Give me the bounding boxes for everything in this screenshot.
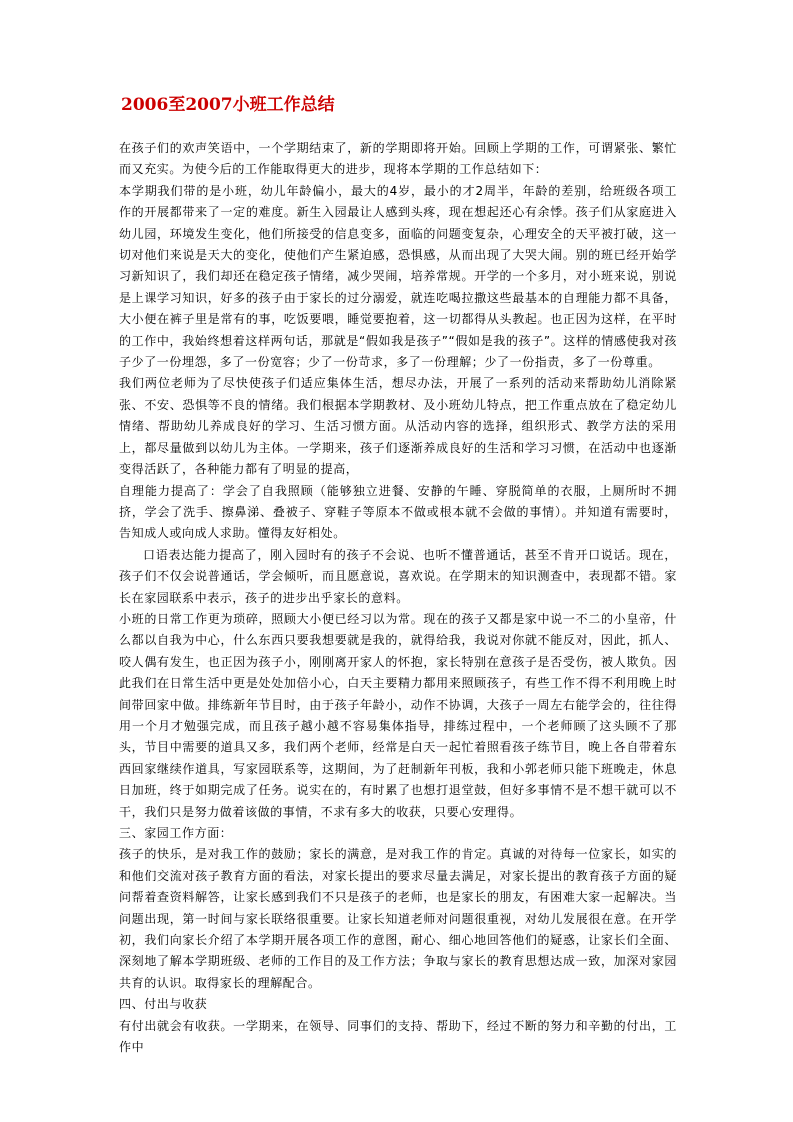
paragraph-home-school: 孩子的快乐，是对我工作的鼓励；家长的满意，是对我工作的肯定。真诚的对待每一位家长，如实的和他们交流对孩子教育方面的看法，对家长提出的要求尽量去满足，对家长提出的教育孩子方面的疑问帮着查资料解答，让家长感到我们不只是孩子的老师，也是家长的朋友，有困难大家一起解决。当问题出现，第一时间与家长联络很重要。让家长知道老师对问题很重视，对幼儿发展很在意。在开学初，我们向家长介绍了本学期开展各项工作的意图，耐心、细心地回答他们的疑惑，让家长们全面、深刻地了解本学期班级、老师的工作目的及工作方法；争取与家长的教育思想达成一致，加深对家园共育的认识。取得家长的理解配合。 xyxy=(119,847,677,990)
paragraph-intro: 在孩子们的欢声笑语中，一个学期结束了，新的学期即将开始。回顾上学期的工作，可谓紧张、繁忙而又充实。为使今后的工作能取得更大的进步，现将本学期的工作总结如下： xyxy=(119,141,677,177)
document-body xyxy=(119,138,677,1058)
section-heading-effort-reward: 四、付出与收获 xyxy=(119,997,208,1012)
paragraph-adaptation: 我们两位老师为了尽快使孩子们适应集体生活，想尽办法，开展了一系列的活动来帮助幼儿消除紧张、不安、恐惧等不良的情绪。我们根据本学期教材、及小班幼儿特点，把工作重点放在了稳定幼儿情绪、帮助幼儿养成良好的学习、生活习惯方面。从活动内容的选择，组织形式、教学方法的采用上，都尽量做到以幼儿为主体。一学期来，孩子们逐渐养成良好的生活和学习习惯，在活动中也逐渐变得活跃了，各种能力都有了明显的提高， xyxy=(119,376,677,477)
paragraph-self-care: 自理能力提高了：学会了自我照顾（能够独立进餐、安静的午睡、穿脱简单的衣服，上厕所时不拥挤，学会了洗手、擦鼻涕、叠被子、穿鞋子等原本不做或根本就不会做的事情）。并知道有需要时，告知成人或向成人求助。懂得友好相处。 xyxy=(119,483,677,541)
document-title: 2006至2007小班工作总结 xyxy=(121,95,335,115)
paragraph-class-overview: 本学期我们带的是小班，幼儿年龄偏小，最大的4岁，最小的才2周半，年龄的差别，给班级各项工作的开展都带来了一定的难度。新生入园最让人感到头疼，现在想起还心有余悸。孩子们从家庭进入幼儿园，环境发生变化，他们所接受的信息变多，面临的问题变复杂，心理安全的天平被打破，这一切对他们来说是天大的变化，使他们产生紧迫感，恐惧感，从而出现了大哭大闹。别的班已经开始学习新知识了，我们却还在稳定孩子情绪，减少哭闹，培养常规。开学的一个多月，对小班来说，别说是上课学习知识，好多的孩子由于家长的过分溺爱，就连吃喝拉撒这些最基本的自理能力都不具备，大小便在裤子里是常有的事，吃饭要喂，睡觉要抱着，这一切都得从头教起。也正因为这样，在平时的工作中，我始终想着这样两句话，那就是“假如我是孩子”“假如是我的孩子”。这样的情感使我对孩子少了一份埋怨，多了一份宽容；少了一份苛求，多了一份理解；少了一份指责，多了一份尊重。 xyxy=(119,183,677,370)
section-heading-home-school: 三、家园工作方面： xyxy=(119,826,233,840)
paragraph-daily-work: 小班的日常工作更为琐碎，照顾大小便已经习以为常。现在的孩子又都是家中说一不二的小皇帝，什么都以自我为中心，什么东西只要我想要就是我的，就得给我，我说对你就不能反对，因此，抓人、咬人偶有发生，也正因为孩子小，刚刚离开家人的怀抱，家长特别在意孩子是否受伤，被人欺负。因此我们在日常生活中更是处处加倍小心，白天主要精力都用来照顾孩子，有些工作不得不利用晚上时间带回家中做。排练新年节目时，由于孩子年龄小，动作不协调，大孩子一周左右能学会的，往往得用一个月才勉强完成，而且孩子越小越不容易集体指导，排练过程中，一个老师顾了这头顾不了那头，节目中需要的道具又多，我们两个老师，经常是白天一起忙着照看孩子练节目，晚上各自带着东西回家继续作道具，写家园联系等，这期间，为了赶制新年刊板，我和小郭老师只能下班晚走，休息日加班，终于如期完成了任务。说实在的，有时累了也想打退堂鼓，但好多事情不是不想干就可以不干，我们只是努力做着该做的事情，不求有多大的收获，只要心安理得。 xyxy=(119,611,677,819)
paragraph-language: 口语表达能力提高了，刚入园时有的孩子不会说、也听不懂普通话，甚至不肯开口说话。现在，孩子们不仅会说普通话，学会倾听，而且愿意说，喜欢说。在学期末的知识测查中，表现都不错。家长在家园联系中表示，孩子的进步出乎家长的意料。 xyxy=(119,547,677,605)
paragraph-effort-reward: 有付出就会有收获。一学期来，在领导、同事们的支持、帮助下，经过不断的努力和辛勤的付出，工作中 xyxy=(119,1018,677,1055)
